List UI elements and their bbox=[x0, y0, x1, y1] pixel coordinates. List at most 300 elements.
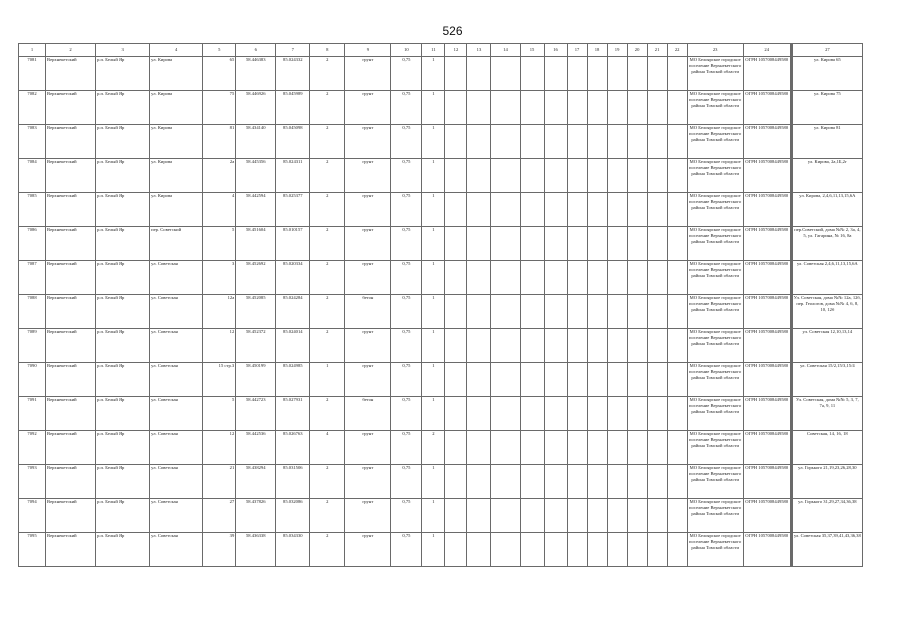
table-cell: ОГРН 1057008449580 bbox=[743, 533, 790, 567]
table-cell bbox=[667, 91, 687, 125]
table-cell: 0,75 bbox=[391, 261, 422, 295]
table-cell bbox=[587, 159, 607, 193]
table-cell: р.п. Белый Яр bbox=[96, 465, 150, 499]
column-header: 21 bbox=[647, 44, 667, 57]
column-header: 13 bbox=[467, 44, 491, 57]
table-cell bbox=[467, 363, 491, 397]
table-cell bbox=[445, 465, 467, 499]
table-cell: 58.446383 bbox=[236, 57, 276, 91]
table-cell bbox=[607, 57, 627, 91]
table-cell: грунт bbox=[345, 499, 391, 533]
table-cell bbox=[567, 193, 587, 227]
table-cell: ул. Советская bbox=[150, 397, 203, 431]
table-cell: 81 bbox=[203, 125, 236, 159]
table-cell: 0,75 bbox=[391, 193, 422, 227]
table-cell: р.п. Белый Яр bbox=[96, 261, 150, 295]
table-cell bbox=[467, 533, 491, 567]
table-cell: 4 bbox=[310, 431, 345, 465]
table-cell bbox=[627, 227, 647, 261]
table-cell: 1 bbox=[422, 533, 445, 567]
table-cell: 1 bbox=[422, 193, 445, 227]
table-cell bbox=[647, 431, 667, 465]
table-cell bbox=[587, 363, 607, 397]
table-cell bbox=[587, 125, 607, 159]
table-cell: МО Белоярское городское поселение Верхнекетского района Томской области bbox=[687, 261, 743, 295]
table-cell: 85.024284 bbox=[276, 295, 310, 329]
table-cell: МО Белоярское городское поселение Верхнекетского района Томской области bbox=[687, 363, 743, 397]
column-header: 20 bbox=[627, 44, 647, 57]
table-cell bbox=[520, 91, 544, 125]
table-cell bbox=[627, 295, 647, 329]
table-cell: 7090 bbox=[19, 363, 46, 397]
table-cell: р.п. Белый Яр bbox=[96, 91, 150, 125]
table-cell: 2 bbox=[310, 227, 345, 261]
table-cell: 58.438294 bbox=[236, 465, 276, 499]
table-cell: 85.024311 bbox=[276, 159, 310, 193]
table-cell bbox=[544, 533, 567, 567]
table-cell: МО Белоярское городское поселение Верхнекетского района Томской области bbox=[687, 193, 743, 227]
table-cell bbox=[627, 329, 647, 363]
table-cell: Верхнекетский bbox=[46, 193, 96, 227]
table-cell: 85.024985 bbox=[276, 363, 310, 397]
table-cell bbox=[647, 397, 667, 431]
table-cell bbox=[544, 227, 567, 261]
table-cell: грунт bbox=[345, 329, 391, 363]
table-cell bbox=[667, 397, 687, 431]
table-cell: 1 bbox=[422, 91, 445, 125]
table-cell bbox=[567, 397, 587, 431]
table-cell bbox=[467, 91, 491, 125]
table-cell bbox=[467, 193, 491, 227]
column-header: 4 bbox=[150, 44, 203, 57]
table-cell: 7087 bbox=[19, 261, 46, 295]
table-cell: 7082 bbox=[19, 91, 46, 125]
table-cell: 1 bbox=[422, 227, 445, 261]
table-cell bbox=[627, 499, 647, 533]
table-cell bbox=[491, 295, 520, 329]
table-cell: 58.450199 bbox=[236, 363, 276, 397]
table-cell: 0,75 bbox=[391, 329, 422, 363]
table-cell: ул. Горького 21,19,23,26,28,30 bbox=[792, 465, 862, 499]
table-cell bbox=[491, 397, 520, 431]
table-cell bbox=[607, 193, 627, 227]
table-cell bbox=[445, 363, 467, 397]
header-row bbox=[19, 44, 863, 57]
table-cell: 0,75 bbox=[391, 431, 422, 465]
table-cell bbox=[520, 533, 544, 567]
table-cell bbox=[467, 499, 491, 533]
table-cell: ОГРН 1057008449580 bbox=[743, 363, 790, 397]
table-cell: МО Белоярское городское поселение Верхнекетского района Томской области bbox=[687, 397, 743, 431]
table-cell: ул. Советская bbox=[150, 431, 203, 465]
table-cell: МО Белоярское городское поселение Верхнекетского района Томской области bbox=[687, 125, 743, 159]
table-cell bbox=[647, 91, 667, 125]
table-row bbox=[19, 329, 863, 363]
table-cell bbox=[567, 533, 587, 567]
table-cell: 85.024332 bbox=[276, 57, 310, 91]
table-cell: 58.452085 bbox=[236, 295, 276, 329]
table-cell: 58.445356 bbox=[236, 159, 276, 193]
table-cell bbox=[647, 159, 667, 193]
table-cell bbox=[445, 91, 467, 125]
table-cell: 2 bbox=[422, 431, 445, 465]
table-cell: 0,75 bbox=[391, 397, 422, 431]
table-cell: ул. Кирова bbox=[150, 159, 203, 193]
table-cell: р.п. Белый Яр bbox=[96, 329, 150, 363]
table-cell: 2 bbox=[310, 397, 345, 431]
table-cell bbox=[607, 499, 627, 533]
table-cell bbox=[567, 363, 587, 397]
table-cell bbox=[544, 363, 567, 397]
table-cell bbox=[520, 329, 544, 363]
table-cell bbox=[520, 397, 544, 431]
table-cell: 85.025377 bbox=[276, 193, 310, 227]
table-cell bbox=[627, 397, 647, 431]
table-cell: 5 bbox=[203, 227, 236, 261]
table-cell bbox=[520, 363, 544, 397]
table-cell: ул. Кирова bbox=[150, 125, 203, 159]
table-cell bbox=[587, 91, 607, 125]
column-header: 12 bbox=[445, 44, 467, 57]
table-row bbox=[19, 261, 863, 295]
table-cell bbox=[491, 91, 520, 125]
table-cell bbox=[587, 431, 607, 465]
table-cell: 0,75 bbox=[391, 125, 422, 159]
table-row bbox=[19, 533, 863, 567]
table-cell: ОГРН 1057008449580 bbox=[743, 261, 790, 295]
table-cell: 58.452692 bbox=[236, 261, 276, 295]
table-cell: 85.024014 bbox=[276, 329, 310, 363]
table-cell: ул. Кирова bbox=[150, 91, 203, 125]
table-cell: 58.442536 bbox=[236, 431, 276, 465]
table-cell: р.п. Белый Яр bbox=[96, 57, 150, 91]
table-cell bbox=[647, 57, 667, 91]
table-cell bbox=[607, 125, 627, 159]
table-cell bbox=[467, 57, 491, 91]
table-cell bbox=[544, 57, 567, 91]
table-cell: р.п. Белый Яр bbox=[96, 499, 150, 533]
table-cell bbox=[567, 295, 587, 329]
table-cell bbox=[567, 227, 587, 261]
table-cell: 1 bbox=[422, 261, 445, 295]
table-cell bbox=[544, 125, 567, 159]
table-cell: Верхнекетский bbox=[46, 499, 96, 533]
table-cell: грунт bbox=[345, 91, 391, 125]
table-cell bbox=[467, 227, 491, 261]
table-cell bbox=[520, 159, 544, 193]
table-cell: 85.027931 bbox=[276, 397, 310, 431]
table-cell: ОГРН 1057008449580 bbox=[743, 193, 790, 227]
table-cell: 21 bbox=[203, 465, 236, 499]
table-cell bbox=[627, 261, 647, 295]
table-cell: МО Белоярское городское поселение Верхнекетского района Томской области bbox=[687, 91, 743, 125]
table-cell: 7093 bbox=[19, 465, 46, 499]
table-cell: ул. Советская bbox=[150, 499, 203, 533]
table-body bbox=[19, 57, 863, 567]
table-cell: 12 bbox=[203, 431, 236, 465]
table-cell bbox=[647, 125, 667, 159]
table-cell bbox=[544, 261, 567, 295]
column-header: 7 bbox=[276, 44, 310, 57]
table-cell: ул. Кирова bbox=[150, 193, 203, 227]
table-cell bbox=[647, 329, 667, 363]
table-header bbox=[19, 44, 863, 57]
table-cell bbox=[520, 125, 544, 159]
table-cell bbox=[445, 227, 467, 261]
table-cell: 7086 bbox=[19, 227, 46, 261]
table-cell: р.п. Белый Яр bbox=[96, 295, 150, 329]
table-cell bbox=[491, 159, 520, 193]
table-cell: 2 bbox=[310, 159, 345, 193]
table-cell bbox=[567, 91, 587, 125]
table-cell bbox=[587, 499, 607, 533]
table-cell: ул. Кирова 81 bbox=[792, 125, 862, 159]
column-header: 1 bbox=[19, 44, 46, 57]
table-cell bbox=[627, 159, 647, 193]
table-cell bbox=[544, 193, 567, 227]
table-cell: Верхнекетский bbox=[46, 261, 96, 295]
table-cell: МО Белоярское городское поселение Верхнекетского района Томской области bbox=[687, 533, 743, 567]
table-row bbox=[19, 125, 863, 159]
table-cell bbox=[587, 465, 607, 499]
table-cell: грунт bbox=[345, 159, 391, 193]
column-header: 16 bbox=[544, 44, 567, 57]
table-cell bbox=[627, 193, 647, 227]
table-cell bbox=[647, 193, 667, 227]
table-cell bbox=[544, 91, 567, 125]
table-cell bbox=[667, 125, 687, 159]
table-cell: ул. Советская 35,37,39,41,43,36,38 bbox=[792, 533, 862, 567]
table-cell bbox=[445, 295, 467, 329]
table-cell bbox=[445, 431, 467, 465]
table-cell: 58.451604 bbox=[236, 227, 276, 261]
table-cell bbox=[647, 533, 667, 567]
table-cell: грунт bbox=[345, 227, 391, 261]
column-header: 18 bbox=[587, 44, 607, 57]
table-cell: ул. Кирова, 2,4,6,11,13,15,6А bbox=[792, 193, 862, 227]
table-cell bbox=[445, 57, 467, 91]
table-cell: бетон bbox=[345, 295, 391, 329]
table-cell: 85.026763 bbox=[276, 431, 310, 465]
table-cell bbox=[491, 363, 520, 397]
table-cell: грунт bbox=[345, 533, 391, 567]
table-cell: 2 bbox=[310, 295, 345, 329]
table-cell bbox=[520, 261, 544, 295]
table-cell: МО Белоярское городское поселение Верхнекетского района Томской области bbox=[687, 227, 743, 261]
column-header: 6 bbox=[236, 44, 276, 57]
column-header: 14 bbox=[491, 44, 520, 57]
table-cell: 75 bbox=[203, 91, 236, 125]
table-cell: Верхнекетский bbox=[46, 363, 96, 397]
table-cell: 15 стр.3 bbox=[203, 363, 236, 397]
table-cell: Верхнекетский bbox=[46, 57, 96, 91]
table-cell bbox=[544, 397, 567, 431]
table-cell: 7081 bbox=[19, 57, 46, 91]
table-cell bbox=[445, 125, 467, 159]
table-cell: Верхнекетский bbox=[46, 431, 96, 465]
table-cell bbox=[467, 329, 491, 363]
table-cell bbox=[467, 125, 491, 159]
table-cell bbox=[627, 363, 647, 397]
table-cell bbox=[607, 91, 627, 125]
table-cell bbox=[467, 431, 491, 465]
table-cell: 58.442594 bbox=[236, 193, 276, 227]
table-cell bbox=[491, 533, 520, 567]
table-cell: 1 bbox=[422, 159, 445, 193]
table-cell: ОГРН 1057008449580 bbox=[743, 227, 790, 261]
column-header: 2 bbox=[46, 44, 96, 57]
table-cell bbox=[607, 329, 627, 363]
table-cell bbox=[607, 295, 627, 329]
table-cell: пер.Советский, дома №№ 2, 3а, 4, 5, ул. Гагарина, № 16, 8а bbox=[792, 227, 862, 261]
table-cell: МО Белоярское городское поселение Верхнекетского района Томской области bbox=[687, 295, 743, 329]
table-cell: МО Белоярское городское поселение Верхнекетского района Томской области bbox=[687, 159, 743, 193]
table-cell bbox=[647, 227, 667, 261]
column-header: 15 bbox=[520, 44, 544, 57]
table-cell bbox=[647, 363, 667, 397]
table-cell bbox=[667, 499, 687, 533]
table-cell: 0,75 bbox=[391, 465, 422, 499]
table-cell: ул. Кирова bbox=[150, 57, 203, 91]
table-cell: 0,75 bbox=[391, 159, 422, 193]
table-cell bbox=[607, 159, 627, 193]
table-cell: ул. Горького 31,29,27,34,36,38 bbox=[792, 499, 862, 533]
table-cell: 0,75 bbox=[391, 533, 422, 567]
table-cell: 39 bbox=[203, 533, 236, 567]
column-header: 19 bbox=[607, 44, 627, 57]
table-cell: грунт bbox=[345, 261, 391, 295]
table-cell bbox=[467, 295, 491, 329]
register-table bbox=[18, 43, 863, 567]
table-cell bbox=[567, 329, 587, 363]
table-cell bbox=[567, 159, 587, 193]
table-cell bbox=[587, 533, 607, 567]
table-cell bbox=[587, 261, 607, 295]
table-cell: 1 bbox=[310, 363, 345, 397]
table-cell bbox=[647, 295, 667, 329]
table-row bbox=[19, 193, 863, 227]
table-cell bbox=[544, 431, 567, 465]
table-cell: 2 bbox=[310, 91, 345, 125]
table-cell: 2 bbox=[310, 499, 345, 533]
table-cell bbox=[445, 533, 467, 567]
table-cell bbox=[567, 499, 587, 533]
table-cell bbox=[627, 533, 647, 567]
column-header: 24 bbox=[743, 44, 790, 57]
table-cell bbox=[467, 159, 491, 193]
table-cell bbox=[544, 295, 567, 329]
table-cell: 2 bbox=[310, 125, 345, 159]
table-cell: 1 bbox=[422, 329, 445, 363]
table-cell: 7092 bbox=[19, 431, 46, 465]
column-header: 23 bbox=[687, 44, 743, 57]
table-cell: 12 bbox=[203, 329, 236, 363]
table-cell bbox=[544, 159, 567, 193]
column-header: 9 bbox=[345, 44, 391, 57]
table-cell: ул. Советская bbox=[150, 465, 203, 499]
table-cell: МО Белоярское городское поселение Верхнекетского района Томской области bbox=[687, 431, 743, 465]
table-cell: 0,75 bbox=[391, 57, 422, 91]
table-cell: 7084 bbox=[19, 159, 46, 193]
table-cell bbox=[607, 533, 627, 567]
table-cell: ОГРН 1057008449580 bbox=[743, 91, 790, 125]
table-cell: 2 bbox=[310, 329, 345, 363]
table-cell: 7095 bbox=[19, 533, 46, 567]
table-cell: ОГРН 1057008449580 bbox=[743, 57, 790, 91]
table-cell: 4 bbox=[203, 193, 236, 227]
table-cell bbox=[445, 499, 467, 533]
table-cell: 1 bbox=[422, 465, 445, 499]
table-cell bbox=[544, 465, 567, 499]
table-cell: 1 bbox=[422, 363, 445, 397]
table-cell: грунт bbox=[345, 193, 391, 227]
table-cell: 85.034330 bbox=[276, 533, 310, 567]
table-cell bbox=[520, 57, 544, 91]
table-cell: 85.020334 bbox=[276, 261, 310, 295]
table-cell: ул. Кирова 65 bbox=[792, 57, 862, 91]
table-cell bbox=[567, 57, 587, 91]
table-cell: 0,75 bbox=[391, 91, 422, 125]
table-cell: р.п. Белый Яр bbox=[96, 193, 150, 227]
table-cell bbox=[607, 227, 627, 261]
table-cell bbox=[667, 295, 687, 329]
table-cell: ул. Советская 2,4,6,11,13,15,6А bbox=[792, 261, 862, 295]
table-cell bbox=[627, 431, 647, 465]
table-cell: 27 bbox=[203, 499, 236, 533]
table-cell: 5 bbox=[203, 397, 236, 431]
table-row bbox=[19, 499, 863, 533]
table-cell: 85.031506 bbox=[276, 465, 310, 499]
table-cell: 1 bbox=[422, 499, 445, 533]
table-cell: 12а bbox=[203, 295, 236, 329]
table-cell: 2 bbox=[310, 533, 345, 567]
table-cell: 85.010157 bbox=[276, 227, 310, 261]
table-cell: 58.452372 bbox=[236, 329, 276, 363]
column-header: 8 bbox=[310, 44, 345, 57]
table-cell: ОГРН 1057008449580 bbox=[743, 431, 790, 465]
table-row bbox=[19, 397, 863, 431]
table-cell: ул. Советская bbox=[150, 261, 203, 295]
table-cell bbox=[491, 329, 520, 363]
table-cell bbox=[445, 261, 467, 295]
table-cell: р.п. Белый Яр bbox=[96, 159, 150, 193]
table-cell bbox=[520, 193, 544, 227]
table-cell: 2 bbox=[310, 261, 345, 295]
table-cell: р.п. Белый Яр bbox=[96, 397, 150, 431]
table-cell: 7083 bbox=[19, 125, 46, 159]
table-cell: МО Белоярское городское поселение Верхнекетского района Томской области bbox=[687, 465, 743, 499]
column-header: 22 bbox=[667, 44, 687, 57]
table-cell: МО Белоярское городское поселение Верхнекетского района Томской области bbox=[687, 57, 743, 91]
table-cell bbox=[667, 363, 687, 397]
table-cell: Верхнекетский bbox=[46, 295, 96, 329]
table-cell bbox=[467, 465, 491, 499]
table-cell: 0,75 bbox=[391, 363, 422, 397]
table-cell: пер. Советский bbox=[150, 227, 203, 261]
table-cell: ул. Советская bbox=[150, 329, 203, 363]
table-cell: грунт bbox=[345, 363, 391, 397]
page-number: 526 bbox=[442, 24, 463, 38]
table-cell bbox=[520, 431, 544, 465]
table-cell bbox=[567, 465, 587, 499]
table-cell bbox=[567, 125, 587, 159]
table-cell: грунт bbox=[345, 465, 391, 499]
table-cell: 2а bbox=[203, 159, 236, 193]
table-cell: 0,75 bbox=[391, 499, 422, 533]
table-cell bbox=[445, 397, 467, 431]
table-cell bbox=[667, 465, 687, 499]
table-cell bbox=[491, 261, 520, 295]
